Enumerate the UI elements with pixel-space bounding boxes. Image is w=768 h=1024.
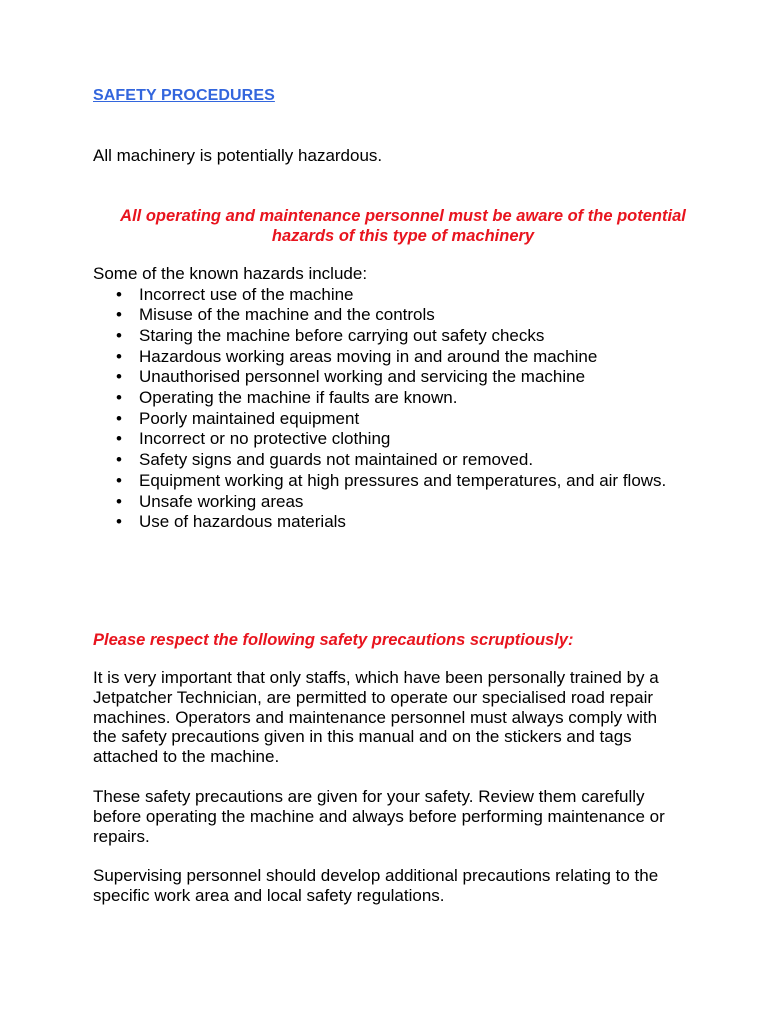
page-title: SAFETY PROCEDURES <box>93 87 275 104</box>
list-item-text: Staring the machine before carrying out safety checks <box>139 325 545 345</box>
list-item <box>93 347 693 368</box>
list-item-text: Unsafe working areas <box>139 491 304 511</box>
list-item <box>93 512 693 533</box>
bullet-icon: • <box>116 305 122 325</box>
list-item <box>93 471 693 492</box>
list-item-text: Equipment working at high pressures and temperatures, and air flows. <box>139 470 667 490</box>
hazard-list-intro: Some of the known hazards include: <box>93 264 368 283</box>
list-item <box>93 367 693 388</box>
paragraph-supervising: Supervising personnel should develop additional precautions relating to the specific work area and local safety regulations. <box>93 866 659 905</box>
intro-text: All machinery is potentially hazardous. <box>93 146 383 165</box>
bullet-icon: • <box>116 346 122 366</box>
hazard-warning: All operating and maintenance personnel must be aware of the potential hazards of this type of machinery <box>120 207 686 245</box>
bullet-icon: • <box>116 408 122 428</box>
list-item <box>93 326 693 347</box>
bullet-icon: • <box>116 284 122 304</box>
list-item <box>93 492 693 513</box>
paragraph-training: It is very important that only staffs, which have been personally trained by a Jetpatcher Technician, are permitted to operate our specialised road repair machines. Operators and maintenance personnel must always comply with the safety precautions given in this manual and on the stickers and tags attached to the machine. <box>93 668 659 767</box>
list-item-text: Misuse of the machine and the controls <box>139 305 435 325</box>
list-item-text: Operating the machine if faults are known. <box>139 388 458 408</box>
list-item <box>93 409 693 430</box>
bullet-icon: • <box>116 388 122 408</box>
hazard-list <box>93 285 693 533</box>
paragraph-review: These safety precautions are given for your safety. Review them carefully before operating the machine and always before performing maintenance or repairs. <box>93 787 665 846</box>
list-item-text: Hazardous working areas moving in and around the machine <box>139 346 598 366</box>
list-item <box>93 388 693 409</box>
list-item <box>93 429 693 450</box>
list-item-text: Poorly maintained equipment <box>139 408 360 428</box>
precautions-heading: Please respect the following safety precautions scruptiously: <box>93 631 574 649</box>
bullet-icon: • <box>116 470 122 490</box>
bullet-icon: • <box>116 512 122 532</box>
list-item-text: Unauthorised personnel working and servicing the machine <box>139 367 586 387</box>
bullet-icon: • <box>116 491 122 511</box>
list-item <box>93 305 693 326</box>
list-item-text: Incorrect or no protective clothing <box>139 429 391 449</box>
list-item <box>93 450 693 471</box>
bullet-icon: • <box>116 429 122 449</box>
list-item-text: Safety signs and guards not maintained or removed. <box>139 450 534 470</box>
list-item-text: Incorrect use of the machine <box>139 284 354 304</box>
bullet-icon: • <box>116 325 122 345</box>
bullet-icon: • <box>116 450 122 470</box>
list-item <box>93 285 693 306</box>
bullet-icon: • <box>116 367 122 387</box>
list-item-text: Use of hazardous materials <box>139 512 346 532</box>
